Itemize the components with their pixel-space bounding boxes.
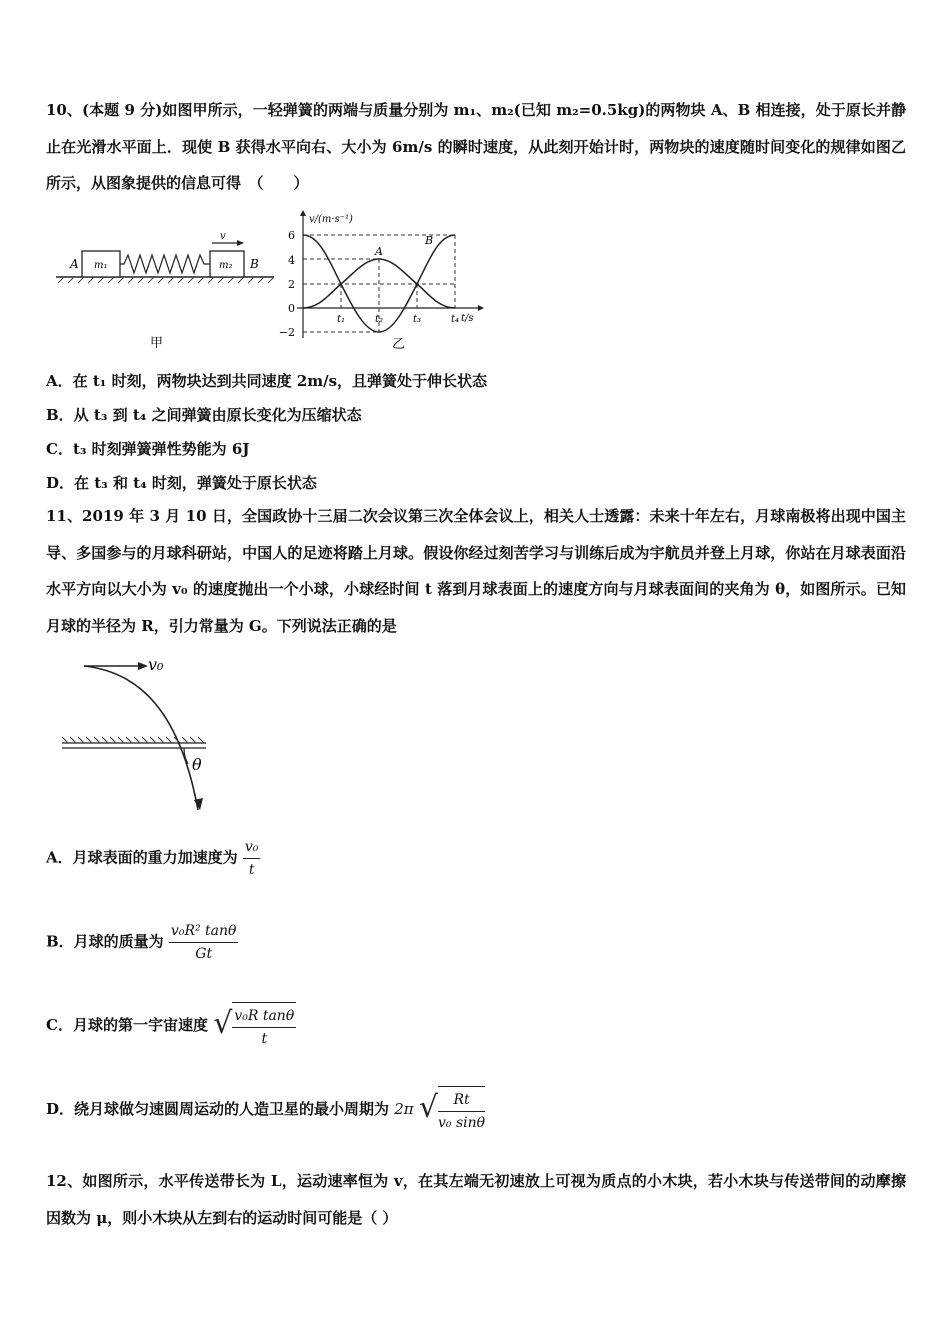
fraction-b-den: Gt (195, 946, 213, 962)
q10-option-c[interactable]: C．t₃ 时刻弹簧弹性势能为 6J (46, 440, 250, 458)
spring (120, 255, 210, 273)
sqrt-c: √ $\frac{\text{v₀R tanθ}}{t}$ (213, 1002, 296, 1050)
sqrt-d: √ $\frac{Rt}{\text{v₀ sinθ}}$ (419, 1086, 485, 1134)
ytick-2: 2 (288, 278, 295, 291)
caption-jia: 甲 (150, 336, 164, 350)
xtick-t1: t₁ (336, 314, 346, 325)
q11-option-a[interactable] (46, 836, 260, 881)
fraction-a (243, 836, 261, 881)
ground-hatch (58, 277, 274, 283)
fraction-d-den: v₀ sinθ (438, 1115, 486, 1131)
trajectory (84, 666, 198, 810)
velocity-arrowhead (237, 240, 244, 246)
q11-option-d-text: D．绕月球做匀速圆周运动的人造卫星的最小周期为 (46, 1100, 390, 1118)
fraction-b-num: v₀R² tanθ (169, 920, 239, 943)
ytick-0: 0 (288, 302, 295, 315)
y-tick-labels (279, 229, 295, 339)
q11-option-b[interactable] (46, 920, 238, 965)
fraction-a-num: v₀ (243, 836, 261, 859)
ytick-6: 6 (288, 229, 295, 242)
q11-stem: 11、2019 年 3 月 10 日，全国政协十三届二次会议第三次全体会议上，相关人士透露：未来十年左右，月球南极将出现中国主导、多国参与的月球科研站，中国人的足迹将踏上月球。假设你经过刻苦学习与训练后成为宇航员并登上月球，你站在月球表面沿水平方向以大小为 v₀ 的速度抛出一个小球，小球经时间 t 落到月球表面上的速度方向与月球表面间的夹角为 θ，如图所示。已知月球的半径为 R，引力常量为 G。下列说法正确的是 (46, 507, 906, 635)
label-v: v (220, 231, 226, 242)
fraction-c-den: t (261, 1031, 268, 1047)
label-m2: m₂ (219, 260, 233, 271)
ytick-neg2: −2 (278, 326, 295, 339)
label-A: A (70, 257, 79, 271)
xtick-t2: t₂ (374, 314, 384, 325)
y-axis-label: v/(m·s⁻¹) (309, 214, 353, 225)
ytick-4: 4 (288, 254, 295, 267)
caption-yi: 乙 (392, 337, 406, 352)
fraction-d-num: Rt (438, 1089, 485, 1112)
figure-yi (275, 208, 490, 353)
coef-d: 2π (394, 1100, 414, 1118)
q11-option-c-text: C．月球的第一宇宙速度 (46, 1016, 208, 1034)
fraction-a-den: t (248, 862, 255, 878)
xtick-t4: t₄ (450, 314, 460, 325)
q12-stem: 12、如图所示，水平传送带长为 L，运动速率恒为 v，在其左端无初速放上可视为质点的小木块，若小木块与传送带间的动摩擦因数为 μ，则小木块从左到右的运动时间可能是（ ） (46, 1172, 906, 1227)
fraction-b (169, 920, 239, 965)
label-B: B (250, 257, 259, 271)
figure-projectile (60, 652, 220, 817)
fraction-c-num: v₀R tanθ (232, 1005, 296, 1028)
q10-stem: 10、(本题 9 分)如图甲所示，一轻弹簧的两端与质量分别为 m₁、m₂(已知 m₂=0.5kg)的两物块 A、B 相连接，处于原长并静止在光滑水平面上．现使 B 获得水平向右、大小为 6m/s 的瞬时速度，从此刻开始计时，两物块的速度随时间变化的规律如图乙所示，从图象提供的信息可得 （ ） (46, 101, 906, 192)
label-v0: v₀ (148, 655, 164, 674)
x-tick-labels (337, 314, 459, 325)
q10-option-d[interactable]: D．在 t₃ 和 t₄ 时刻，弹簧处于原长状态 (46, 474, 317, 492)
surface-hatch (62, 737, 204, 743)
q10-option-a[interactable]: A．在 t₁ 时刻，两物块达到共同速度 2m/s，且弹簧处于伸长状态 (46, 372, 488, 390)
label-m1: m₁ (94, 260, 108, 271)
label-theta: θ (192, 755, 202, 774)
x-axis-label: t/s (461, 313, 474, 324)
q11-option-c[interactable] (46, 1002, 296, 1050)
figure-jia (52, 225, 277, 350)
q11-option-b-text: B．月球的质量为 (46, 932, 164, 951)
q11-option-d[interactable] (46, 1086, 485, 1134)
curve-A-label: A (375, 245, 383, 258)
xtick-t3: t₃ (412, 314, 422, 325)
q11-option-a-text: A．月球表面的重力加速度为 (46, 848, 238, 867)
curve-B-label: B (425, 234, 434, 247)
q10-option-b[interactable]: B．从 t₃ 到 t₄ 之间弹簧由原长变化为压缩状态 (46, 406, 362, 424)
